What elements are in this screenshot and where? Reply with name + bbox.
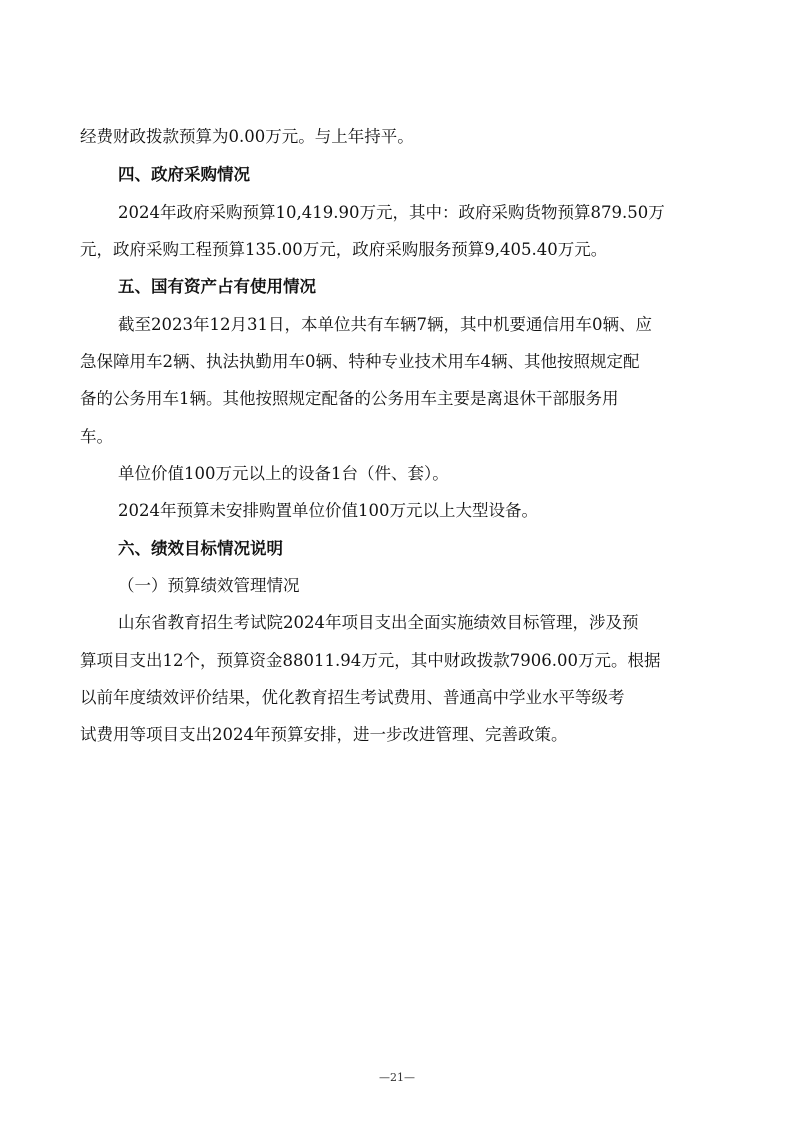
paragraph-line: 元，政府采购工程预算135.00万元，政府采购服务预算9,405.40万元。 [80,240,608,259]
paragraph-line: 2024年政府采购预算10,419.90万元，其中：政府采购货物预算879.50万 [118,203,665,222]
paragraph-line: 算项目支出12个，预算资金88011.94万元，其中财政拨款7906.00万元。根据 [80,651,661,670]
paragraph-line: 截至2023年12月31日，本单位共有车辆7辆，其中机要通信用车0辆、应 [118,315,652,334]
paragraph-line: 试费用等项目支出2024年预算安排，进一步改进管理、完善政策。 [80,725,568,744]
section-heading-assets: 五、国有资产占有使用情况 [118,277,316,296]
paragraph-line: 山东省教育招生考试院2024年项目支出全面实施绩效目标管理，涉及预 [118,613,639,632]
paragraph-line: 2024年预算未安排购置单位价值100万元以上大型设备。 [118,501,538,520]
subsection-heading: （一）预算绩效管理情况 [118,576,300,595]
paragraph-line: 以前年度绩效评价结果，优化教育招生考试费用、普通高中学业水平等级考 [80,688,625,707]
paragraph-line: 单位价值100万元以上的设备1台（件、套）。 [118,464,449,483]
page-number: —21— [379,1071,415,1084]
paragraph-line: 备的公务用车1辆。其他按照规定配备的公务用车主要是离退休干部服务用 [80,389,619,408]
section-heading-performance: 六、绩效目标情况说明 [118,539,283,558]
section-heading-procurement: 四、政府采购情况 [118,165,250,184]
paragraph-line: 车。 [80,427,113,446]
paragraph-line: 经费财政拨款预算为0.00万元。与上年持平。 [80,127,414,146]
paragraph-line: 急保障用车2辆、执法执勤用车0辆、特种专业技术用车4辆、其他按照规定配 [80,352,640,371]
